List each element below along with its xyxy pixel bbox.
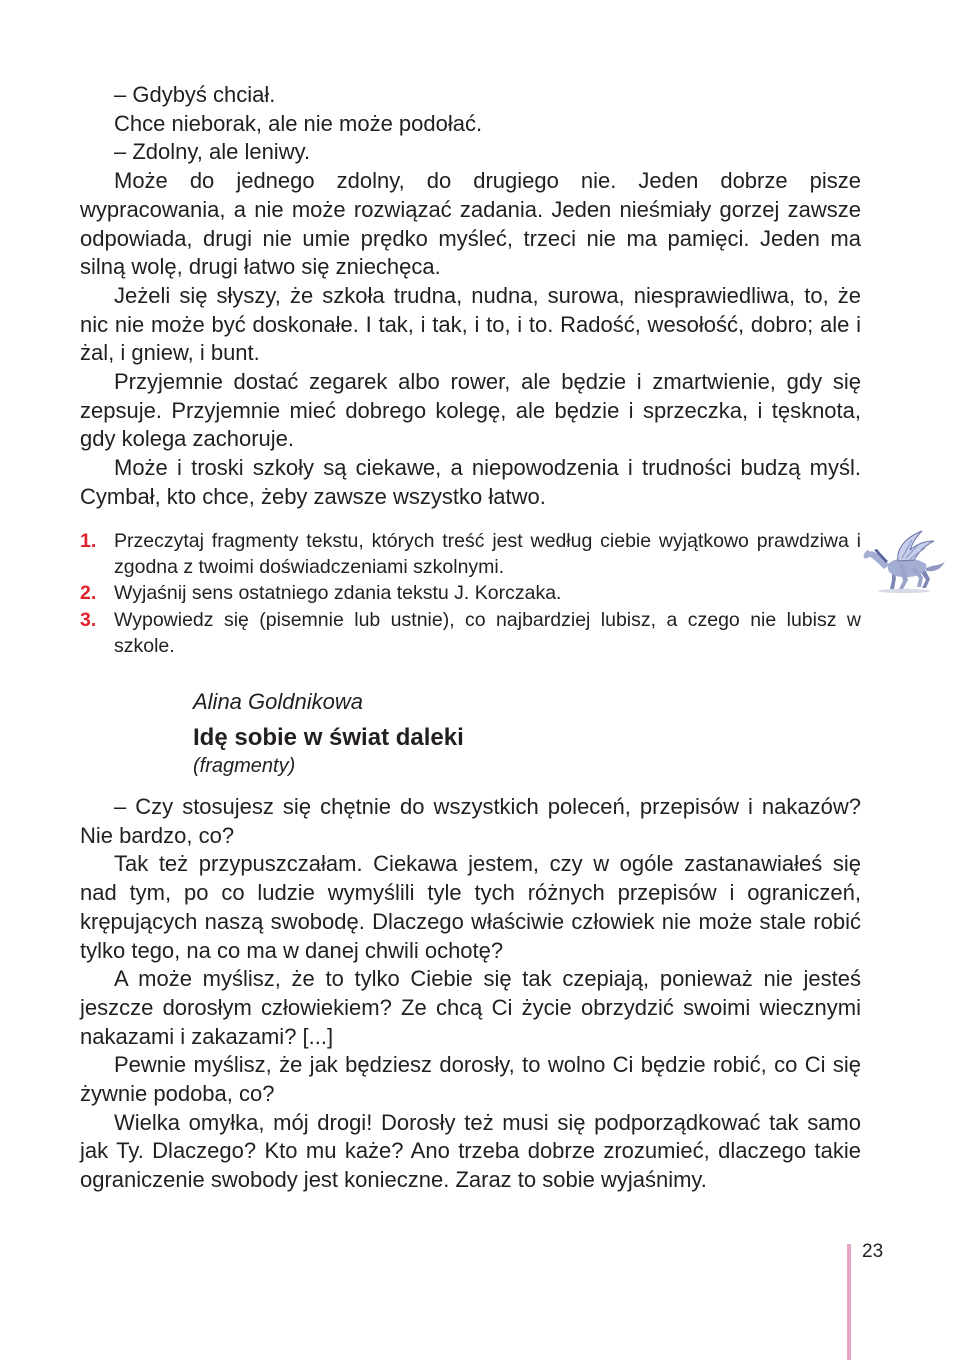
task-text: Wyjaśnij sens ostatniego zdania tekstu J. Korczaka. bbox=[114, 582, 562, 605]
task-number: 3. bbox=[80, 608, 97, 631]
paragraph: Jeżeli się słyszy, że szkoła trudna, nudna, surowa, niesprawiedliwa, to, że nic nie może być doskonałe. I tak, i tak, i to, i to. Radość, wesołość, dobro; ale i żal, i gniew, i bunt. bbox=[80, 282, 861, 366]
paragraph: Tak też przypuszczałam. Ciekawa jestem, czy w ogóle zastanawiałeś się nad tym, po co ludzie wymyślili tyle tych różnych przepisów i ograniczeń, krępujących naszą swobodę. Dlaczego właściwie człowiek nie może stale robić tylko tego, na co ma w danej chwili ochotę? bbox=[80, 851, 861, 963]
task-list bbox=[80, 528, 861, 659]
task-text: Przeczytaj fragmenty tekstu, których treść jest według ciebie wyjątkowo prawdziwa i zgodna z twoimi doświadczeniami szkolnymi. bbox=[114, 530, 861, 579]
paragraph: A może myślisz, że to tylko Ciebie się tak czepiają, ponieważ nie jesteś jeszcze dorosłym człowiekiem? Ze chcą Ci życie obrzydzić swoimi wiecznymi nakazami i zakazami? [...] bbox=[80, 966, 861, 1049]
task-number: 2. bbox=[80, 582, 97, 605]
paragraph: Może do jednego zdolny, do drugiego nie. Jeden dobrze pisze wypracowania, a nie może rozwiązać zadania. Jeden nieśmiały gorzej zawsze odpowiada, drugi nie umie prędko myśleć, trzeci nie ma pamięci. Jeden ma silną wolę, drugi łatwo się zniechęca. bbox=[80, 168, 861, 280]
page-number: 23 bbox=[862, 1241, 884, 1262]
paragraph: Przyjemnie dostać zegarek albo rower, ale będzie i zmartwienie, gdy się zepsuje. Przyjemnie mieć dobrego kolegę, ale będzie i sprzeczka, i tęsknota, gdy kolega zachoruje. bbox=[80, 369, 861, 452]
paragraph: Pewnie myślisz, że jak będziesz dorosły, to wolno Ci będzie robić, co Ci się żywnie podoba, co? bbox=[80, 1052, 861, 1107]
reading-korczak-text bbox=[80, 81, 861, 512]
page-accent-bar bbox=[847, 1244, 851, 1360]
paragraph: – Gdybyś chciał. bbox=[114, 82, 276, 107]
paragraph: Wielka omyłka, mój drogi! Dorosły też musi się podporządkować tak samo jak Ty. Dlaczego? Kto mu każe? Ano trzeba dobrze zrozumieć, dlaczego takie ograniczenie swobody jest konieczne. Zaraz to sobie wyjaśnimy. bbox=[80, 1109, 861, 1193]
pegasus-icon bbox=[862, 528, 946, 594]
text-title: Idę sobie w świat daleki bbox=[193, 724, 464, 751]
text-subtitle: (fragmenty) bbox=[193, 755, 296, 777]
author-name: Alina Goldnikowa bbox=[193, 689, 363, 714]
paragraph: Chce nieborak, ale nie może podołać. bbox=[114, 110, 483, 136]
reading-goldnikowa-text bbox=[80, 793, 861, 1195]
task-item bbox=[80, 528, 861, 580]
task-number: 1. bbox=[80, 530, 97, 552]
paragraph: – Zdolny, ale leniwy. bbox=[114, 139, 311, 165]
paragraph: Może i troski szkoły są ciekawe, a niepowodzenia i trudności budzą myśl. Cymbał, kto chce, żeby zawsze wszystko łatwo. bbox=[80, 455, 861, 509]
task-item bbox=[80, 607, 861, 659]
task-text: Wypowiedz się (pisemnie lub ustnie), co najbardziej lubisz, a czego nie lubisz w szkole. bbox=[114, 608, 861, 657]
paragraph: – Czy stosujesz się chętnie do wszystkich poleceń, przepisów i nakazów? Nie bardzo, co? bbox=[80, 794, 861, 848]
task-item bbox=[80, 580, 861, 606]
